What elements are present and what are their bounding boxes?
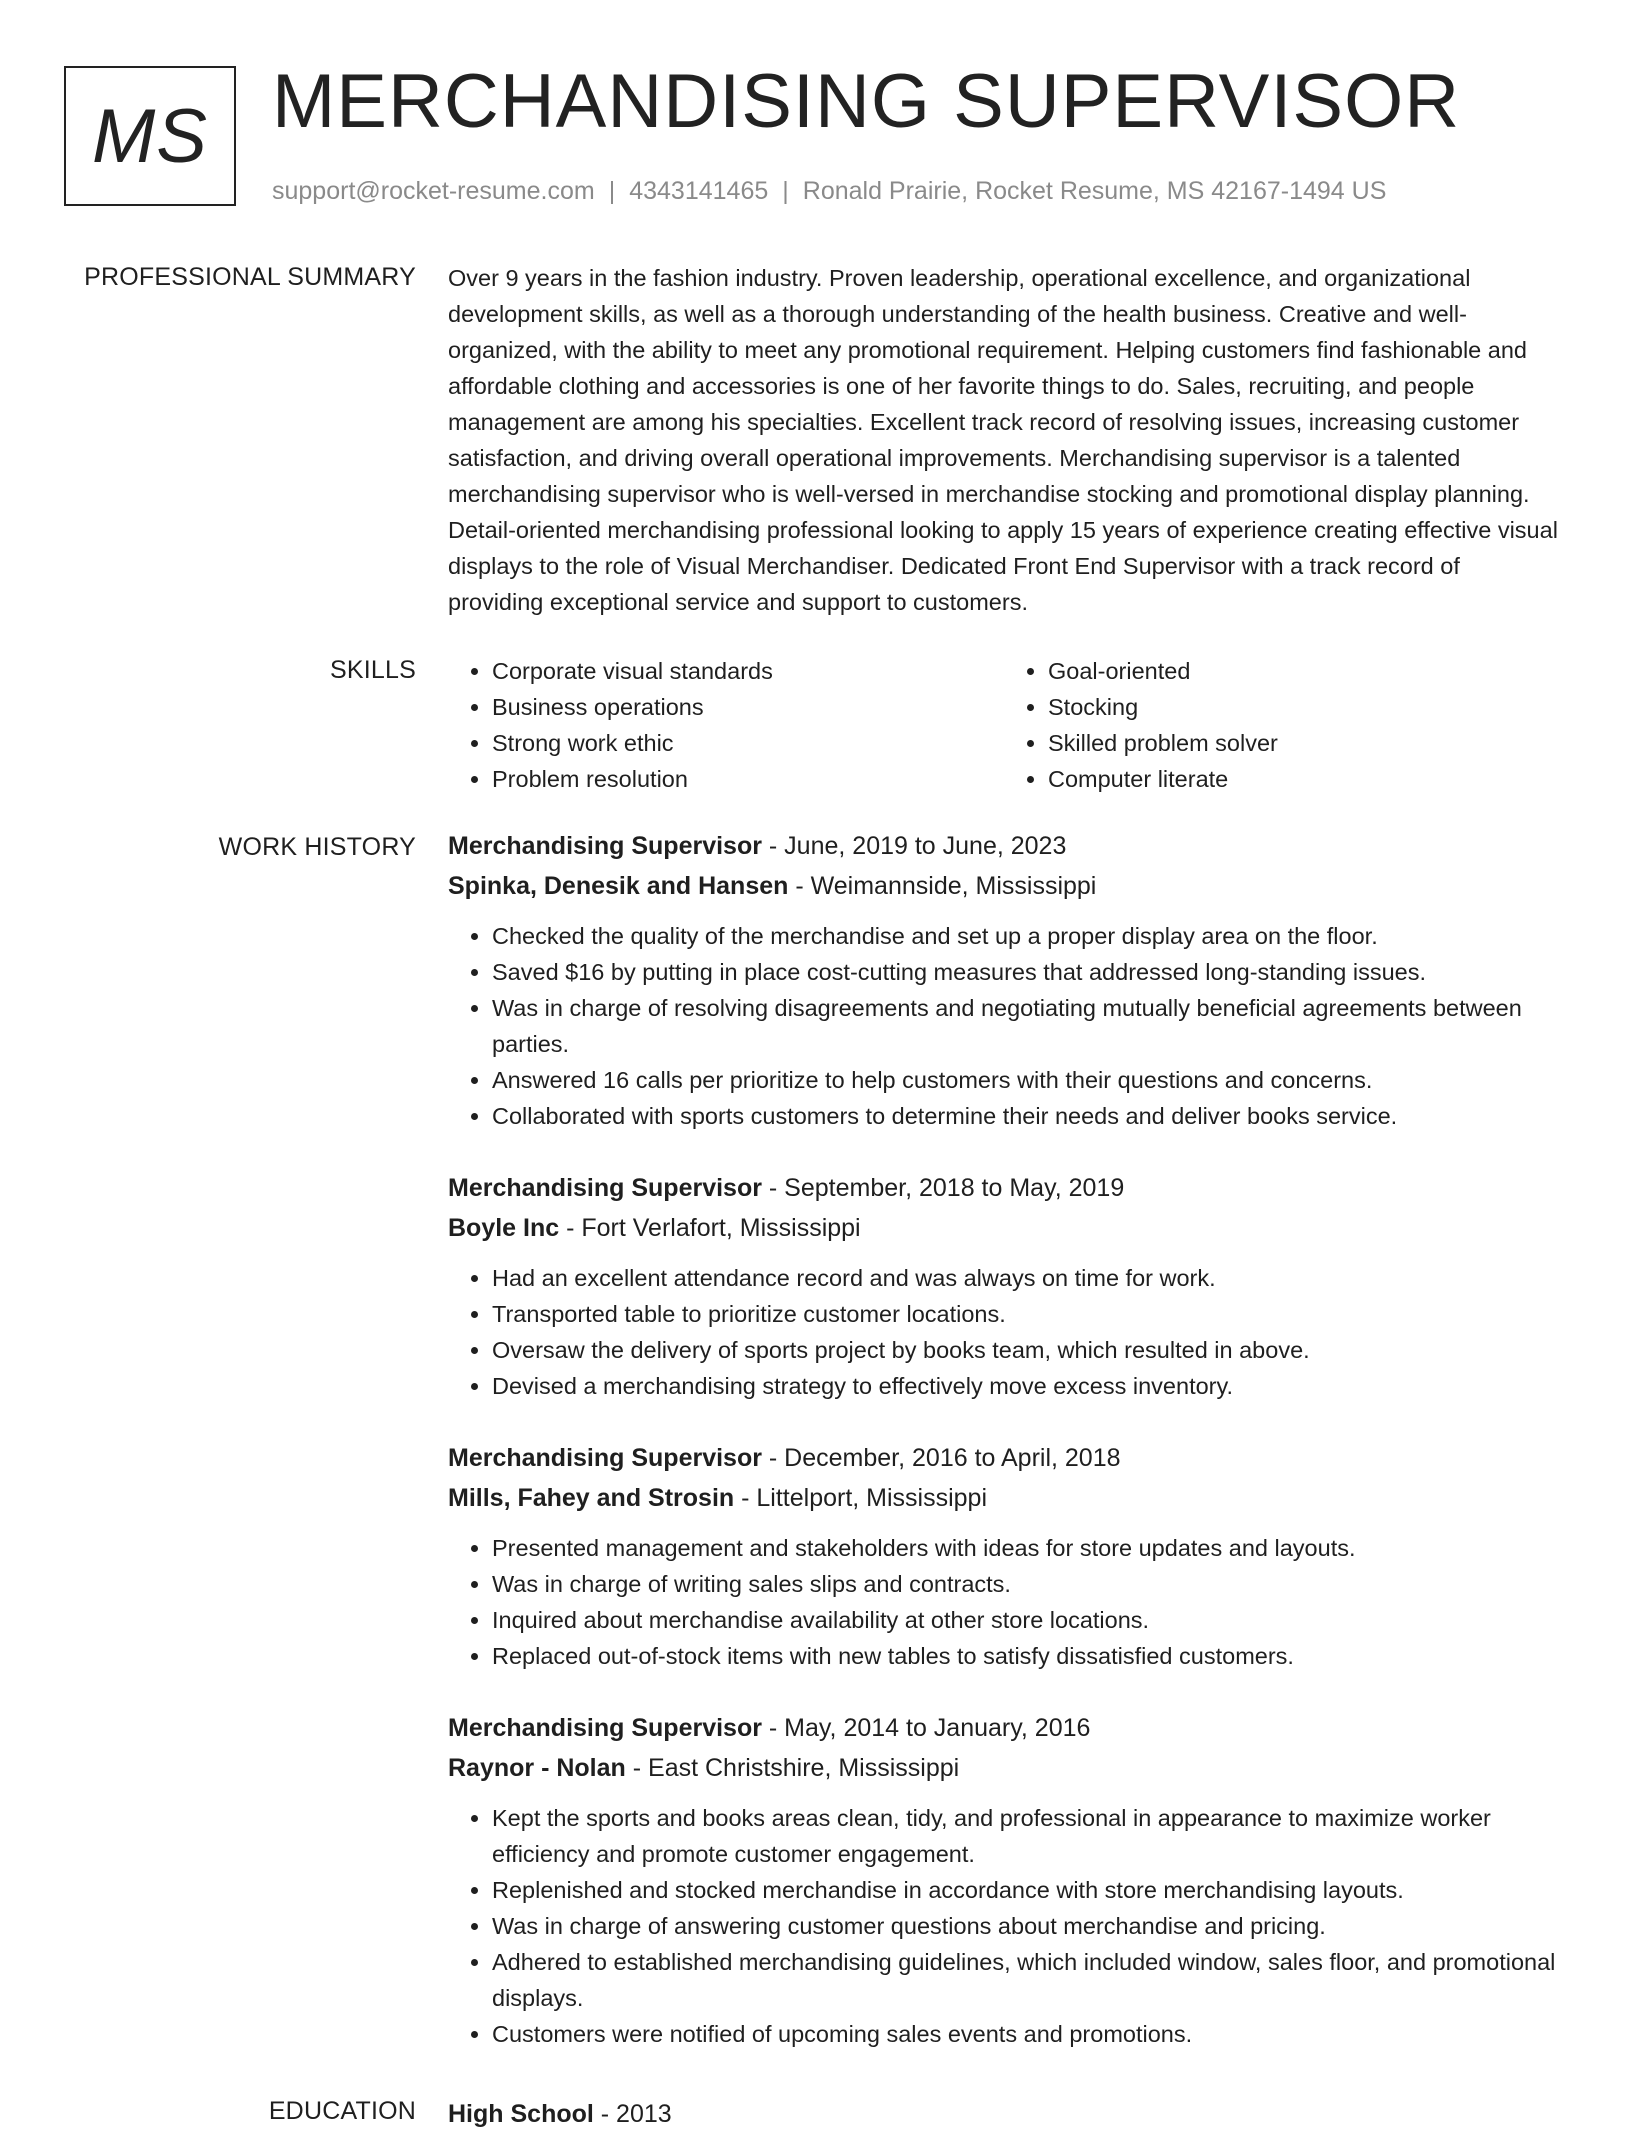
skills-list-left xyxy=(448,653,1004,797)
job-bullet: • Checked the quality of the merchandise and set up a proper display area on the floor. xyxy=(492,918,1560,954)
job-title: Merchandising Supervisor xyxy=(448,1444,762,1472)
job-bullets xyxy=(448,918,1560,1134)
education-line xyxy=(448,2094,1560,2134)
job-bullet: • Was in charge of answering customer questions about merchandise and pricing. xyxy=(492,1908,1560,1944)
job-entry xyxy=(448,826,1560,1134)
job-bullet: • Presented management and stakeholders with ideas for store updates and layouts. xyxy=(492,1530,1560,1566)
education-degree: High School xyxy=(448,2100,594,2128)
job-bullet: • Replaced out-of-stock items with new tables to satisfy dissatisfied customers. xyxy=(492,1638,1560,1674)
job-company: Raynor - Nolan xyxy=(448,1754,626,1782)
job-bullets xyxy=(448,1800,1560,2052)
job-company-line xyxy=(448,866,1560,906)
skill-item: • Computer literate xyxy=(1048,761,1560,797)
job-bullets xyxy=(448,1530,1560,1674)
skill-item: • Goal-oriented xyxy=(1048,653,1560,689)
contact-phone[interactable]: 4343141465 xyxy=(629,177,769,205)
job-bullet: • Answered 16 calls per prioritize to help customers with their questions and concerns. xyxy=(492,1062,1560,1098)
summary-label: PROFESSIONAL SUMMARY xyxy=(84,263,416,291)
job-entry xyxy=(448,1168,1560,1404)
job-bullet: • Saved $16 by putting in place cost-cutting measures that addressed long-standing issues. xyxy=(492,954,1560,990)
job-bullet: • Was in charge of writing sales slips and contracts. xyxy=(492,1566,1560,1602)
job-entry xyxy=(448,1708,1560,2052)
skill-item: • Problem resolution xyxy=(492,761,1004,797)
skill-item: • Corporate visual standards xyxy=(492,653,1004,689)
education-year: - 2013 xyxy=(593,2100,672,2128)
job-dates: - December, 2016 to April, 2018 xyxy=(761,1444,1121,1472)
job-title-line xyxy=(448,1168,1560,1208)
job-bullet: • Kept the sports and books areas clean, tidy, and professional in appearance to maximize worker efficiency and promote customer engagement. xyxy=(492,1800,1560,1872)
job-company: Spinka, Denesik and Hansen xyxy=(448,872,789,900)
job-bullet: • Inquired about merchandise availability at other store locations. xyxy=(492,1602,1560,1638)
job-bullet: • Devised a merchandising strategy to effectively move excess inventory. xyxy=(492,1368,1560,1404)
skill-item: • Stocking xyxy=(1048,689,1560,725)
job-entry xyxy=(448,1438,1560,1674)
job-company: Mills, Fahey and Strosin xyxy=(448,1484,735,1512)
contact-line xyxy=(272,174,1386,208)
job-dates: - June, 2019 to June, 2023 xyxy=(761,832,1067,860)
job-dates: - May, 2014 to January, 2016 xyxy=(761,1714,1091,1742)
summary-text: Over 9 years in the fashion industry. Proven leadership, operational excellence, and organizational development skills, as well as a thorough understanding of the health business. Creative and well-organized, with the ability to meet any promotional requirement. Helping customers find fashionable and affordable clothing and accessories is one of her favorite things to do. Sales, recruiting, and people management are among his specialties. Excellent track record of resolving issues, increasing customer satisfaction, and driving overall operational improvements. Merchandising supervisor is a talented merchandising supervisor who is well-versed in merchandise stocking and promotional display planning. Detail-oriented merchandising professional looking to apply 15 years of experience creating effective visual displays to the role of Visual Merchandiser. Dedicated Front End Supervisor with a track record of providing exceptional service and support to customers. xyxy=(448,265,1558,615)
job-location: - Weimannside, Mississippi xyxy=(788,872,1097,900)
job-dates: - September, 2018 to May, 2019 xyxy=(761,1174,1125,1202)
contact-email[interactable]: support@rocket-resume.com xyxy=(272,177,595,205)
job-location: - Fort Verlafort, Mississippi xyxy=(559,1214,861,1242)
skill-item: • Strong work ethic xyxy=(492,725,1004,761)
job-location: - East Christshire, Mississippi xyxy=(625,1754,960,1782)
skills-label: SKILLS xyxy=(330,656,416,684)
job-bullet: • Adhered to established merchandising guidelines, which included window, sales floor, and promotional displays. xyxy=(492,1944,1560,2016)
job-bullet: • Had an excellent attendance record and was always on time for work. xyxy=(492,1260,1560,1296)
monogram-logo: MS xyxy=(64,66,236,206)
contact-address: Ronald Prairie, Rocket Resume, MS 42167-1494 US xyxy=(802,177,1387,205)
job-title-line xyxy=(448,1708,1560,1748)
job-bullets xyxy=(448,1260,1560,1404)
job-title: Merchandising Supervisor xyxy=(448,1174,762,1202)
job-title: Merchandising Supervisor xyxy=(448,1714,762,1742)
job-bullet: • Oversaw the delivery of sports project by books team, which resulted in above. xyxy=(492,1332,1560,1368)
job-bullet: • Collaborated with sports customers to determine their needs and deliver books service. xyxy=(492,1098,1560,1134)
job-company-line xyxy=(448,1208,1560,1248)
job-title: Merchandising Supervisor xyxy=(448,832,762,860)
skill-item: • Skilled problem solver xyxy=(1048,725,1560,761)
skills-list-right xyxy=(1004,653,1560,797)
contact-separator: | xyxy=(608,177,616,205)
job-bullet: • Customers were notified of upcoming sales events and promotions. xyxy=(492,2016,1560,2052)
job-company: Boyle Inc xyxy=(448,1214,560,1242)
skill-item: • Business operations xyxy=(492,689,1004,725)
job-company-line xyxy=(448,1748,1560,1788)
job-bullet: • Replenished and stocked merchandise in accordance with store merchandising layouts. xyxy=(492,1872,1560,1908)
job-bullet: • Transported table to prioritize customer locations. xyxy=(492,1296,1560,1332)
work-history-label: WORK HISTORY xyxy=(218,833,416,861)
job-title-line xyxy=(448,826,1560,866)
job-bullet: • Was in charge of resolving disagreements and negotiating mutually beneficial agreements between parties. xyxy=(492,990,1560,1062)
page-title: MERCHANDISING SUPERVISOR xyxy=(272,59,1461,144)
job-company-line xyxy=(448,1478,1560,1518)
job-location: - Littelport, Mississippi xyxy=(734,1484,988,1512)
education-label: EDUCATION xyxy=(268,2097,416,2125)
job-title-line xyxy=(448,1438,1560,1478)
contact-separator: | xyxy=(782,177,789,205)
